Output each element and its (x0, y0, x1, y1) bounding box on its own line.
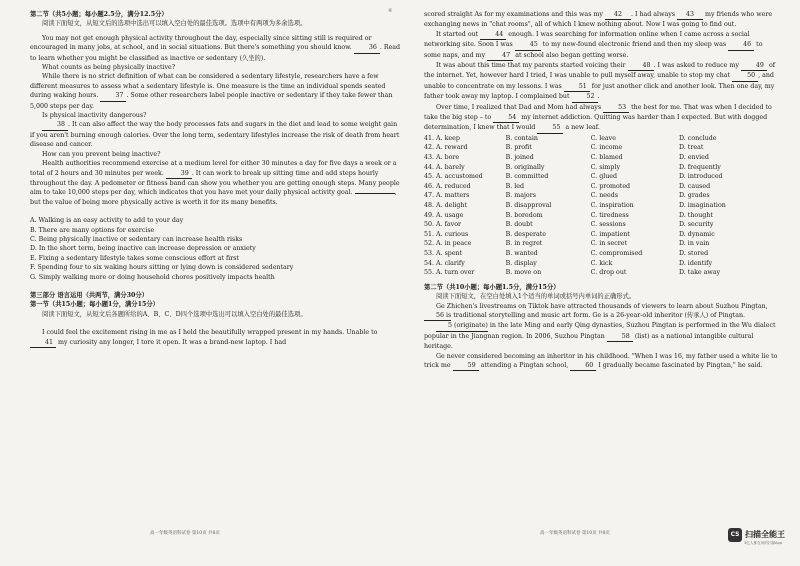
answer-choice[interactable]: C. income (590, 144, 623, 152)
blank-43[interactable]: 43 (677, 10, 703, 20)
left-footer: 高一年级英语科试卷 第10页 共8页 (150, 531, 220, 536)
answer-choice[interactable]: C. drop out (590, 269, 627, 277)
blank-57[interactable]: 5 (originate) (436, 321, 488, 331)
answer-row (424, 134, 764, 144)
answer-choice[interactable]: B. wanted (505, 250, 538, 257)
section-heading: 第一节（共15小题；每小题1分，满分15分） (30, 301, 159, 309)
answer-row (424, 211, 764, 221)
passage-paragraph: While there is no strict definition of what can be considered a sedentary lifestyle, researchers have a few different measures to assess what a sedentary lifestyle is. One measure is the time an individual spends seated during waking hours. 37 . Some other researchers label people inactive or sedentary if they take fewer than 5,000 steps per day. (30, 73, 393, 110)
answer-choice[interactable]: B. desperate (505, 230, 546, 238)
answer-choice[interactable]: D. in vain (678, 240, 710, 248)
blank-49[interactable]: 49 (741, 61, 767, 71)
answer-choice[interactable]: D. frequently (678, 163, 721, 171)
subheading: How can you prevent being inactive? (42, 150, 161, 158)
passage-paragraph: It started out 44 enough. I was searching for information online when I came across a social networking site. Soon I was 45 to my new-found electronic friend and then my sleep was 46 to some naps, and my 47 at school also began getting worse. (424, 30, 780, 61)
right-page (424, 10, 780, 371)
blank-52[interactable]: 52 (572, 92, 598, 102)
answer-choice[interactable]: 51. A. curious (424, 230, 469, 238)
answer-choice[interactable]: 50. A. favor (424, 221, 462, 229)
answer-choice[interactable]: D. grades (678, 192, 710, 200)
answer-choice[interactable]: C. impatient (590, 230, 630, 238)
page-mark: ⑥ (388, 8, 393, 14)
answer-row (424, 153, 764, 163)
blank-50[interactable]: 50 (732, 71, 758, 81)
answer-choice[interactable]: D. identify (678, 259, 713, 267)
option-item: D. In the short term, being inactive can increase depression or anxiety (30, 245, 256, 253)
passage-paragraph: I could feel the excitement rising in me as I held the beautifully wrapped present in my hands. Unable to 41 my curiosity any longer, I tore it open. It was a brand-new laptop. I had (30, 328, 402, 348)
answer-choice[interactable]: 46. A. reduced (424, 182, 471, 190)
answer-choice[interactable]: D. conclude (678, 134, 717, 142)
passage-paragraph: It was about this time that my parents started voicing their 48 . I was asked to reduce my 49 of the internet. Yet, however hard I tried, I was unable to pull myself away, unable to stop my chat 50 , and unable to concentrate on my lessons. I was 51 for just another click and another look. Then one day, my father took away my laptop. I complained but 52 . (424, 61, 780, 103)
passage-paragraph: scored straight As for my examinations and this was my 42 . I had always 43 my friends who were exchanging news in "chat rooms", all of which I knew nothing about. Now I was going to find out. (424, 11, 773, 29)
answer-choice[interactable]: C. sessions (590, 221, 626, 229)
answer-choice[interactable]: D. thought (678, 211, 713, 219)
answer-row (424, 172, 764, 182)
answer-row (424, 259, 764, 269)
passage-paragraph: You may not get enough physical activity throughout the day, especially since sitting still is required or encouraged in many jobs, at school, and in social situations. But there's something you should know. 36 . Read to learn whether you might be classified as inactive or sedentary (久坐的). (30, 34, 401, 62)
left-page (30, 10, 402, 348)
answer-choice[interactable]: 41. A. keep (424, 134, 460, 142)
answer-choice[interactable]: D. imagination (678, 202, 726, 210)
blank-46[interactable]: 46 (728, 40, 754, 50)
answer-choice[interactable]: B. disapproval (505, 202, 552, 210)
section-instructions: 阅读下面短文，在空白处填入1个适当的单词或括号内单词的正确形式。 (436, 293, 636, 301)
answer-choice[interactable]: B. led (505, 182, 524, 190)
blank-38[interactable]: 38 (42, 120, 68, 130)
scanner-app-name: 扫描全能王 (745, 530, 785, 539)
answer-choice[interactable]: C. in secret (590, 240, 628, 248)
blank-45[interactable]: 45 (515, 40, 541, 50)
answer-choice[interactable]: D. stored (678, 250, 709, 257)
answer-choice[interactable]: 47. A. matters (424, 192, 470, 200)
answer-row (424, 182, 764, 192)
option-list (30, 216, 402, 282)
passage-paragraph: Health authorities recommend exercise at a medium level for either 30 minutes a day for five days a week or a total of 2 hours and 30 minutes per week. 39 . It can work to break up sitting time and add steps hourly throughout the day. A pedometer or fitness band can show you whether you are getting enough steps. Many people aim to take 10,000 steps per day, which indicates that you have met your daily physical activity goal. , but the value of being more physically active is worth it for its many benefits. (30, 160, 400, 206)
passage-paragraph: Over time, I realized that Dad and Mom had always 53 the best for me. That was when I decided to take the big step – to 54 my internet addiction. Quitting was harder than I expected. But with dogged determination, I knew that I would 55 a new leaf. (424, 103, 780, 134)
passage-paragraph: 38 . It can also affect the way the body processes fats and sugars in the diet and lead to some weight gain if you aren't burning enough calories. Over the long term, sedentary lifestyles increase the risk of death from heart disease and cancer. (30, 121, 400, 149)
subheading: Is physical inactivity dangerous? (42, 112, 147, 120)
answer-choice[interactable]: B. committed (505, 173, 549, 181)
part-heading: 第三部分 语言运用（共两节，满分30分） (30, 291, 149, 299)
blank-40[interactable] (355, 193, 395, 194)
section-instructions: 阅读下面短文，从短文后的选项中选出可以填入空白处的最佳选项。选项中有两项为多余选项。 (42, 20, 307, 28)
section-heading: 第二节（共10小题；每小题1.5分，满分15分） (424, 283, 560, 291)
answer-choice[interactable]: B. display (505, 259, 537, 267)
passage-paragraph: Ge never considered becoming an inheritor in his childhood. "When I was 16, my father used a white lie to trick me 59 attending a Pingtan school, 60 I gradually became fascinated by Pingtan," he said. (424, 352, 780, 372)
answer-choice[interactable]: B. in regret (505, 240, 543, 248)
answer-choice[interactable]: 54. A. clarify (424, 259, 465, 267)
answer-choice[interactable]: B. move on (505, 269, 542, 277)
option-item: G. Simply walking more or doing household chores positively impacts health (30, 273, 275, 281)
answer-choice[interactable]: B. doubt (505, 221, 533, 229)
answer-choice[interactable]: C. glued (590, 173, 618, 181)
answer-row (424, 239, 764, 249)
answer-choice[interactable]: C. blamed (590, 154, 623, 162)
blank-59[interactable]: 59 (453, 361, 479, 371)
answer-choice[interactable]: 55. A. turn over (424, 269, 475, 277)
blank-48[interactable]: 48 (628, 61, 654, 71)
answer-options-table (424, 134, 764, 278)
answer-choice[interactable]: 44. A. barely (424, 163, 465, 171)
blank-54[interactable]: 54 (493, 113, 519, 123)
answer-choice[interactable]: B. boredom (505, 211, 543, 219)
blank-51[interactable]: 51 (564, 82, 590, 92)
blank-41[interactable]: 41 (30, 338, 56, 348)
blank-56[interactable]: 56 is (424, 311, 451, 321)
blank-42[interactable]: 42 (605, 10, 631, 20)
blank-37[interactable]: 37 (100, 91, 126, 101)
answer-row (424, 220, 764, 230)
scanner-app-tagline: 3亿人都在用的扫描App (744, 541, 783, 545)
answer-choice[interactable]: B. contain (505, 134, 538, 142)
answer-row (424, 201, 764, 211)
blank-55[interactable]: 55 (537, 123, 563, 133)
scanner-watermark (728, 528, 798, 552)
scanner-logo-icon: CS (728, 528, 742, 542)
answer-row (424, 268, 764, 278)
answer-choice[interactable]: C. promoted (590, 182, 631, 190)
section-heading: 第二节（共5小题；每小题2.5分，满分12.5分） (30, 11, 168, 18)
answer-choice[interactable]: C. tiredness (590, 211, 629, 219)
answer-choice[interactable]: 48. A. delight (424, 202, 467, 210)
blank-47[interactable]: 47 (487, 51, 513, 61)
answer-choice[interactable]: 52. A. in peace (424, 240, 472, 248)
blank-53[interactable]: 53 (603, 103, 629, 113)
answer-choice[interactable]: C. needs (590, 192, 618, 200)
answer-choice[interactable]: C. compromised (590, 250, 643, 257)
section-instructions: 阅读下面短文，从短文后各题所给的A、B、C、D四个选项中选出可以填入空白处的最佳选项。 (42, 310, 307, 318)
answer-choice[interactable]: D. dynamic (678, 230, 715, 238)
answer-choice[interactable]: B. profit (505, 144, 532, 152)
answer-choice[interactable]: 42. A. reward (424, 144, 468, 152)
answer-choice[interactable]: C. inspiration (590, 202, 634, 210)
answer-choice[interactable]: D. introduced (678, 173, 723, 181)
answer-choice[interactable]: D. security (678, 221, 714, 229)
answer-choice[interactable]: 43. A. bore (424, 154, 460, 162)
option-item: C. Being physically inactive or sedentary can increase health risks (30, 235, 243, 243)
answer-choice[interactable]: B. originally (505, 163, 545, 171)
answer-choice[interactable]: B. joined (505, 154, 534, 162)
answer-choice[interactable]: C. kick (590, 259, 613, 267)
answer-choice[interactable]: D. treat (678, 144, 704, 152)
answer-choice[interactable]: D. caused (678, 182, 711, 190)
answer-row (424, 163, 764, 173)
option-item: B. There are many options for exercise (30, 226, 155, 234)
answer-choice[interactable]: D. take away (678, 269, 721, 277)
option-item: E. Fixing a sedentary lifestyle takes some conscious effort at first (30, 254, 239, 262)
answer-choice[interactable]: 53. A. spent (424, 250, 463, 257)
answer-choice[interactable]: D. envied (678, 154, 709, 162)
answer-row (424, 191, 764, 201)
passage-paragraph: Ge Zhichen's livestreams on Tiktok have attracted thousands of viewers to learn about Suzhou Pingtan, 56 is traditional storytelling and music art form. Ge is a 26-year-old inheritor (传承人) of Pingtan. (424, 302, 780, 322)
answer-choice[interactable]: 45. A. accustomed (424, 173, 483, 181)
answer-row (424, 143, 764, 153)
blank-44[interactable]: 44 (480, 30, 506, 40)
answer-row (424, 249, 764, 259)
option-item: A. Walking is an easy activity to add to your day (30, 217, 184, 225)
blank-36[interactable]: 36 (354, 43, 380, 53)
answer-row (424, 230, 764, 240)
option-item: F. Spending four to six waking hours sitting or lying down is considered sedentary (30, 264, 294, 272)
passage-paragraph: 5 (originate) in the late Ming and early Qing dynasties, Suzhou Pingtan is performed in the Wu dialect popular in the Jiangnan region. In 2006, Suzhou Pingtan 58 (list) as a national intangible cultural heritage. (424, 322, 776, 351)
blank-39[interactable]: 39 (166, 169, 192, 179)
blank-60[interactable]: 60 (570, 361, 596, 371)
answer-choice[interactable]: C. simply (590, 163, 621, 171)
answer-choice[interactable]: C. leave (590, 134, 616, 142)
answer-choice[interactable]: 49. A. usage (424, 211, 464, 219)
right-footer: 高一年级英语科试卷 第10页 共8页 (540, 531, 610, 536)
subheading: What counts as being physically inactive? (42, 64, 176, 72)
blank-58[interactable]: 58 (607, 332, 633, 342)
answer-choice[interactable]: B. majors (505, 192, 536, 200)
